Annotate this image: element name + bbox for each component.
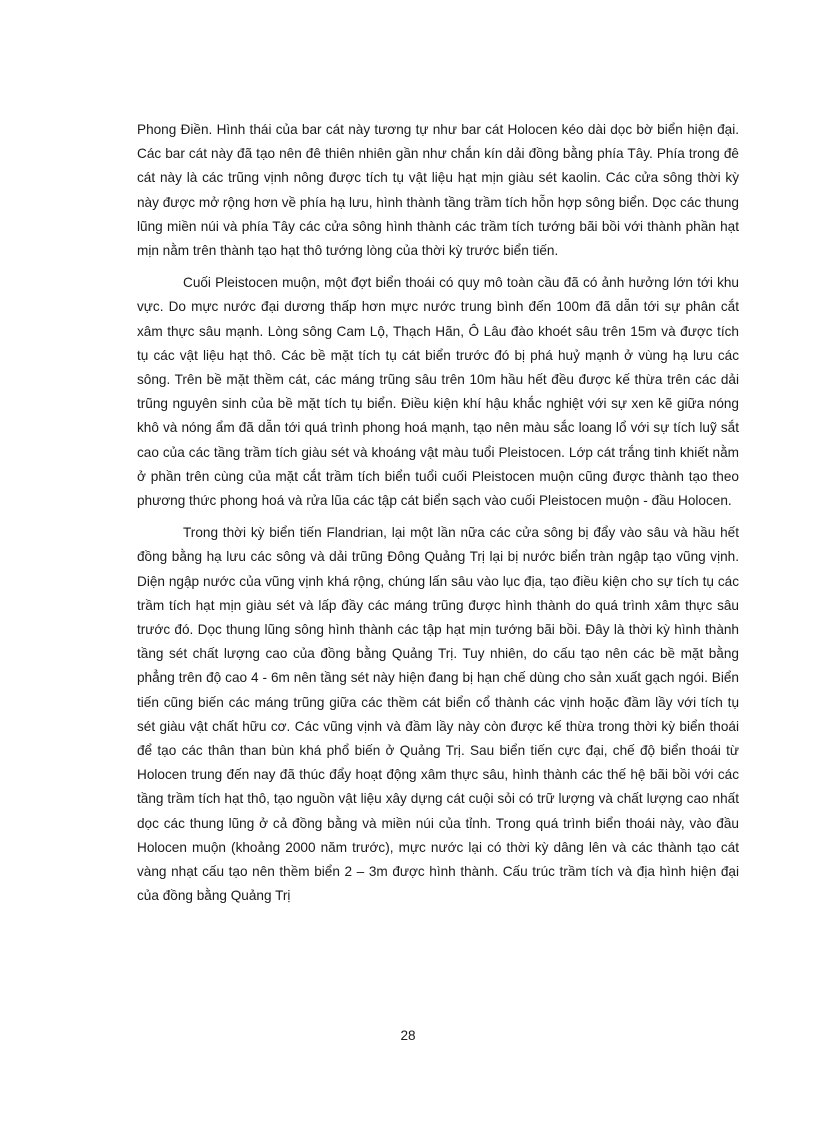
page-number: 28 (400, 1028, 416, 1043)
paragraph-3: Trong thời kỳ biển tiến Flandrian, lại một lần nữa các cửa sông bị đẩy vào sâu và hầu hết đồng bằng hạ lưu các sông và dải trũng Đông Quảng Trị lại bị nước biển tràn ngập tạo vũng vịnh. Diện ngập nước của vũng vịnh khá rộng, chúng lấn sâu vào lục địa, tạo điều kiện cho sự tích tụ các trầm tích hạt mịn giàu sét và lấp đầy các máng trũng được hình thành do quá trình xâm thực sâu trước đó. Dọc thung lũng sông hình thành các tập hạt mịn tướng bãi bồi. Đây là thời kỳ hình thành tầng sét chất lượng cao của đồng bằng Quảng Trị. Tuy nhiên, do cấu tạo nên các bề mặt bằng phẳng trên độ cao 4 - 6m nên tầng sét này hiện đang bị hạn chế dùng cho sản xuất gạch ngói. Biển tiến cũng biến các máng trũng giữa các thềm cát biển cổ thành các vịnh hoặc đầm lầy với tích tụ sét giàu vật chất hữu cơ. Các vũng vịnh và đầm lầy này còn được kế thừa trong thời kỳ biển thoái để tạo các thân than bùn khá phổ biến ở Quảng Trị. Sau biển tiến cực đại, chế độ biển thoái từ Holocen trung đến nay đã thúc đẩy hoạt động xâm thực sâu, hình thành các thế hệ bãi bồi với các tầng trầm tích hạt thô, tạo nguồn vật liệu xây dựng cát cuội sỏi có trữ lượng và chất lượng cao nhất dọc các thung lũng ở cả đồng bằng và miền núi của tỉnh. Trong quá trình biển thoái này, vào đầu Holocen muộn (khoảng 2000 năm trước), mực nước lại có thời kỳ dâng lên và các thành tạo cát vàng nhạt cấu tạo nên thềm biển 2 – 3m được hình thành. Cấu trúc trầm tích và địa hình hiện đại của đồng bằng Quảng Trị (137, 525, 739, 904)
paragraph-1: Phong Điền. Hình thái của bar cát này tương tự như bar cát Holocen kéo dài dọc bờ biển hiện đại. Các bar cát này đã tạo nên đê thiên nhiên gần như chắn kín dải đồng bằng phía Tây. Phía trong đê cát này là các trũng vịnh nông được tích tụ vật liệu hạt mịn giàu sét kaolin. Các cửa sông thời kỳ này được mở rộng hơn về phía hạ lưu, hình thành tầng trầm tích hỗn hợp sông biển. Dọc các thung lũng miền núi và phía Tây các cửa sông hình thành các trầm tích tướng bãi bồi với thành phần hạt mịn nằm trên thành tạo hạt thô tướng lòng của thời kỳ trước biển tiến. (137, 122, 739, 259)
paragraph-2: Cuối Pleistocen muộn, một đợt biển thoái có quy mô toàn cầu đã có ảnh hưởng lớn tới khu vực. Do mực nước đại dương thấp hơn mực nước trung bình đến 100m đã dẫn tới sự phân cắt xâm thực sâu mạnh. Lòng sông Cam Lộ, Thạch Hãn, Ô Lâu đào khoét sâu trên 15m và được tích tụ các vật liệu hạt thô. Các bề mặt tích tụ cát biển trước đó bị phá huỷ mạnh ở vùng hạ lưu các sông. Trên bề mặt thềm cát, các máng trũng sâu trên 10m hầu hết đều được kế thừa trên các dải trũng nguyên sinh của bề mặt tích tụ biển. Điều kiện khí hậu khắc nghiệt với sự xen kẽ giữa nóng khô và nóng ẩm đã dẫn tới quá trình phong hoá mạnh, tạo nên màu sắc loang lổ với sự tích luỹ sắt cao của các tầng trầm tích giàu sét và khoáng vật màu tuổi Pleistocen. Lớp cát trắng tinh khiết nằm ở phần trên cùng của mặt cắt trầm tích biển tuổi cuối Pleistocen muộn cũng được thành tạo theo phương thức phong hoá và rửa lũa các tập cát biển sạch vào cuối Pleistocen muộn - đầu Holocen. (137, 275, 739, 509)
body-text (137, 118, 739, 917)
